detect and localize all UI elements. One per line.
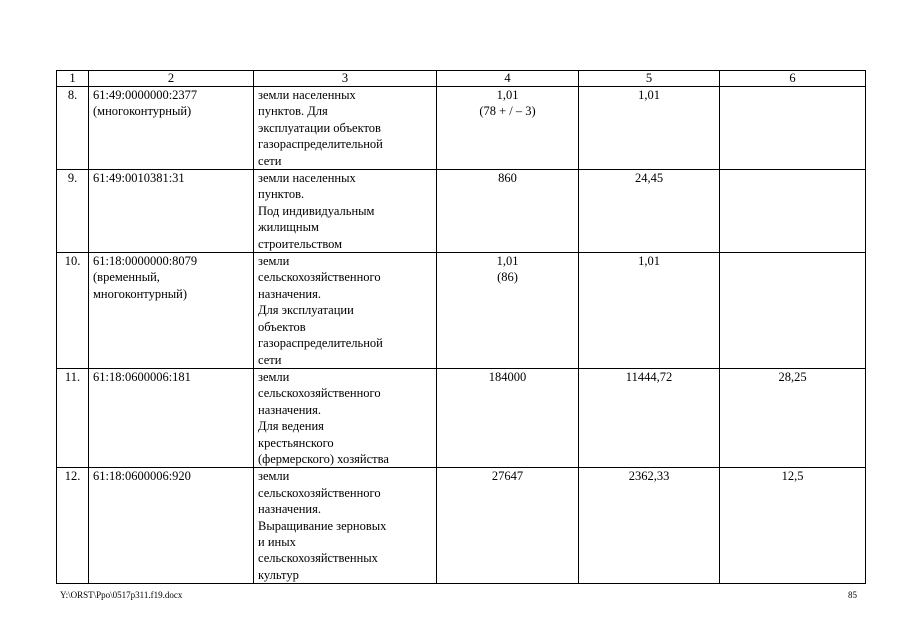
column-6-cell: 12,5 bbox=[720, 468, 866, 584]
header-cell: 2 bbox=[89, 71, 254, 87]
cell-text-line: (фермерского) хозяйства bbox=[258, 451, 389, 466]
area-cell bbox=[437, 468, 579, 584]
cell-text-line: земли населенных bbox=[258, 171, 356, 186]
land-category-cell bbox=[254, 468, 437, 584]
cell-text-line: крестьянского bbox=[258, 435, 334, 450]
cell-text-line: земли bbox=[258, 369, 290, 384]
cell-text-line: 184000 bbox=[488, 369, 527, 384]
cell-text-line: сельскохозяйственного bbox=[258, 386, 381, 401]
land-category-cell bbox=[254, 87, 437, 170]
cell-text-line: культур bbox=[258, 567, 299, 582]
column-5-cell: 24,45 bbox=[579, 170, 720, 253]
column-5-cell: 11444,72 bbox=[579, 368, 720, 467]
header-cell: 5 bbox=[579, 71, 720, 87]
table-row bbox=[57, 170, 866, 253]
cell-text-line: сельскохозяйственного bbox=[258, 270, 381, 285]
land-category-cell bbox=[254, 253, 437, 369]
cell-text-line: (многоконтурный) bbox=[93, 104, 192, 119]
row-number-cell: 8. bbox=[57, 87, 89, 170]
row-number-cell: 9. bbox=[57, 170, 89, 253]
cell-text-line: назначения. bbox=[258, 286, 322, 301]
row-number-cell: 11. bbox=[57, 368, 89, 467]
cell-text-line: 61:49:0000000:2377 bbox=[93, 88, 198, 102]
column-6-cell bbox=[720, 87, 866, 170]
cadastral-number-cell bbox=[89, 368, 254, 467]
cell-text-line: сети bbox=[258, 153, 282, 168]
cell-text-line: 27647 bbox=[491, 469, 524, 484]
land-plots-table bbox=[56, 70, 866, 584]
cell-text-line: назначения. bbox=[258, 402, 322, 417]
header-cell: 3 bbox=[254, 71, 437, 87]
cell-text-line: пунктов. Для bbox=[258, 104, 328, 119]
cell-text-line: пунктов. bbox=[258, 187, 305, 202]
cell-text-line: строительством bbox=[258, 236, 343, 251]
footer-file-path: Y:\ORST\Ppo\0517p311.f19.docx bbox=[60, 590, 183, 600]
cell-text-line: объектов bbox=[258, 319, 306, 334]
cell-text-line: сети bbox=[258, 352, 282, 367]
cell-text-line: Для ведения bbox=[258, 419, 324, 434]
cell-text-line: земли bbox=[258, 254, 290, 269]
column-5-cell: 1,01 bbox=[579, 253, 720, 369]
cell-text-line: Выращивание зерновых bbox=[258, 518, 387, 533]
cell-text-line: 61:18:0000000:8079 bbox=[93, 254, 198, 269]
table-row bbox=[57, 87, 866, 170]
cell-text-line: 860 bbox=[498, 171, 517, 186]
table-row bbox=[57, 468, 866, 584]
cell-text-line: сельскохозяйственных bbox=[258, 551, 378, 566]
table-header-row bbox=[57, 71, 866, 87]
cell-text-line: назначения. bbox=[258, 502, 322, 517]
cell-text-line: и иных bbox=[258, 534, 296, 549]
column-6-cell bbox=[720, 253, 866, 369]
cell-text-line: земли bbox=[258, 469, 290, 484]
cell-text-line: сельскохозяйственного bbox=[258, 485, 381, 500]
cell-text-line: Для эксплуатации bbox=[258, 303, 354, 318]
cell-text-line: (86) bbox=[497, 270, 518, 285]
column-6-cell: 28,25 bbox=[720, 368, 866, 467]
land-category-cell bbox=[254, 170, 437, 253]
cell-text-line: 1,01 bbox=[496, 88, 519, 102]
area-cell bbox=[437, 368, 579, 467]
cell-text-line: многоконтурный) bbox=[93, 286, 188, 301]
row-number-cell: 12. bbox=[57, 468, 89, 584]
cadastral-number-cell bbox=[89, 87, 254, 170]
cell-text-line: 61:49:0010381:31 bbox=[93, 171, 185, 186]
cell-text-line: 61:18:0600006:181 bbox=[93, 369, 191, 384]
column-5-cell: 1,01 bbox=[579, 87, 720, 170]
header-cell: 6 bbox=[720, 71, 866, 87]
cell-text-line: 1,01 bbox=[496, 254, 519, 269]
column-5-cell: 2362,33 bbox=[579, 468, 720, 584]
header-cell: 4 bbox=[437, 71, 579, 87]
cell-text-line: (78 + / – 3) bbox=[479, 104, 536, 119]
cell-text-line: газораспределительной bbox=[258, 137, 383, 152]
cadastral-number-cell bbox=[89, 253, 254, 369]
table-row bbox=[57, 368, 866, 467]
table-row bbox=[57, 253, 866, 369]
cell-text-line: Под индивидуальным bbox=[258, 203, 375, 218]
cell-text-line: (временный, bbox=[93, 270, 160, 285]
cell-text-line: жилищным bbox=[258, 220, 319, 235]
footer-page-number: 85 bbox=[848, 590, 857, 600]
cell-text-line: 61:18:0600006:920 bbox=[93, 469, 191, 484]
column-6-cell bbox=[720, 170, 866, 253]
cadastral-number-cell bbox=[89, 468, 254, 584]
area-cell bbox=[437, 170, 579, 253]
area-cell bbox=[437, 253, 579, 369]
row-number-cell: 10. bbox=[57, 253, 89, 369]
land-category-cell bbox=[254, 368, 437, 467]
cell-text-line: эксплуатации объектов bbox=[258, 120, 381, 135]
header-cell: 1 bbox=[57, 71, 89, 87]
cell-text-line: газораспределительной bbox=[258, 336, 383, 351]
cadastral-number-cell bbox=[89, 170, 254, 253]
cell-text-line: земли населенных bbox=[258, 88, 356, 102]
area-cell bbox=[437, 87, 579, 170]
